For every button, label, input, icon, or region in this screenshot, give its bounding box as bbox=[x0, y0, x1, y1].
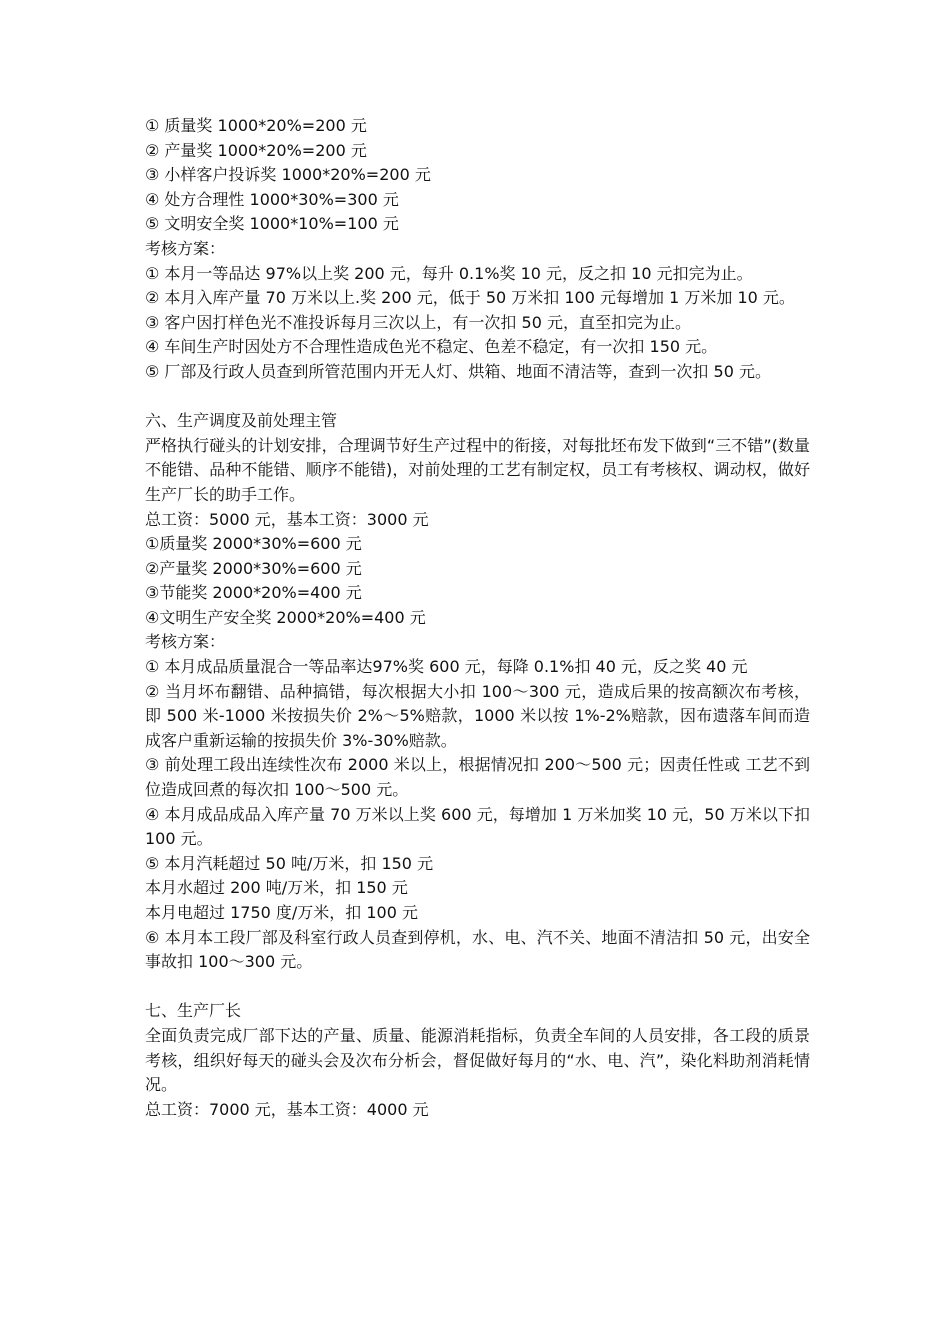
award-item: ②产量奖 2000*30%=600 元 bbox=[145, 558, 362, 578]
plan-title: 考核方案： bbox=[145, 632, 226, 652]
section-description: 严格执行碰头的计划安排，合理调节好生产过程中的衔接，对每批坯布发下做到“三不错”(数量不能错、品种不能错、顺序不能错)，对前处理的工艺有制定权，员工有考核权、调动权，做好生产厂长的助手工作。 bbox=[145, 435, 810, 504]
plan-item: ② 当月坏布翻错、品种搞错，每次根据大小扣 100～300 元，造成后果的按高额次布考核，即 500 米-1000 米按损失价 2%～5%赔款，1000 米以按 1%-2%赔款，因布遗落车间而造成客户重新运输的按损失价 3%-30%赔款。 bbox=[145, 681, 810, 750]
plan-item: ⑤ 厂部及行政人员查到所管范围内开无人灯、烘箱、地面不清洁等，查到一次扣 50 元。 bbox=[145, 361, 771, 381]
award-item: ④ 处方合理性 1000*30%=300 元 bbox=[145, 189, 399, 209]
section6-plan bbox=[145, 655, 810, 975]
spacer bbox=[145, 385, 810, 410]
plan-item: 本月水超过 200 吨/万米，扣 150 元 bbox=[145, 878, 408, 898]
award-item: ③ 小样客户投诉奖 1000*20%=200 元 bbox=[145, 165, 431, 185]
plan-item: ① 本月一等品达 97%以上奖 200 元，每升 0.1%奖 10 元，反之扣 10 元扣完为止。 bbox=[145, 263, 753, 283]
section5-plan bbox=[145, 262, 810, 385]
salary-line: 总工资：7000 元，基本工资：4000 元 bbox=[145, 1099, 429, 1119]
plan-item: ③ 客户因打样色光不准投诉每月三次以上，有一次扣 50 元，直至扣完为止。 bbox=[145, 312, 691, 332]
section5-items bbox=[145, 114, 810, 237]
salary-line: 总工资：5000 元，基本工资：3000 元 bbox=[145, 509, 429, 529]
award-item: ①质量奖 2000*30%=600 元 bbox=[145, 534, 362, 554]
plan-item: ⑥ 本月本工段厂部及科室行政人员查到停机，水、电、汽不关、地面不清洁扣 50 元，出安全事故扣 100～300 元。 bbox=[145, 927, 810, 972]
section-heading: 七、生产厂长 bbox=[145, 1001, 242, 1021]
plan-item: ⑤ 本月汽耗超过 50 吨/万米，扣 150 元 bbox=[145, 853, 434, 873]
plan-item: ② 本月入库产量 70 万米以上.奖 200 元，低于 50 万米扣 100 元每增加 1 万米加 10 元。 bbox=[145, 288, 795, 308]
award-item: ① 质量奖 1000*20%=200 元 bbox=[145, 116, 367, 135]
document-page bbox=[145, 114, 810, 1122]
plan-item: ④ 本月成品成品入库产量 70 万米以上奖 600 元，每增加 1 万米加奖 10 元，50 万米以下扣 100 元。 bbox=[145, 804, 810, 849]
spacer bbox=[145, 975, 810, 1000]
section-description: 全面负责完成厂部下达的产量、质量、能源消耗指标，负责全车间的人员安排，各工段的质景考核，组织好每天的碰头会及次布分析会，督促做好每月的“水、电、汽”，染化料助剂消耗情况。 bbox=[145, 1025, 810, 1095]
plan-item: ④ 车间生产时因处方不合理性造成色光不稳定、色差不稳定，有一次扣 150 元。 bbox=[145, 337, 718, 357]
section6-items bbox=[145, 532, 810, 630]
plan-title: 考核方案： bbox=[145, 238, 226, 258]
award-item: ② 产量奖 1000*20%=200 元 bbox=[145, 140, 367, 160]
plan-item: ① 本月成品质量混合一等品率达97%奖 600 元，每降 0.1%扣 40 元，反之奖 40 元 bbox=[145, 657, 748, 677]
section-heading: 六、生产调度及前处理主管 bbox=[145, 411, 338, 431]
plan-item: ③ 前处理工段出连续性次布 2000 米以上，根据情况扣 200～500 元；因责任性或 工艺不到位造成回煮的每次扣 100～500 元。 bbox=[145, 755, 810, 800]
award-item: ④文明生产安全奖 2000*20%=400 元 bbox=[145, 607, 426, 627]
award-item: ⑤ 文明安全奖 1000*10%=100 元 bbox=[145, 214, 399, 234]
award-item: ③节能奖 2000*20%=400 元 bbox=[145, 583, 362, 603]
plan-item: 本月电超过 1750 度/万米，扣 100 元 bbox=[145, 903, 418, 922]
